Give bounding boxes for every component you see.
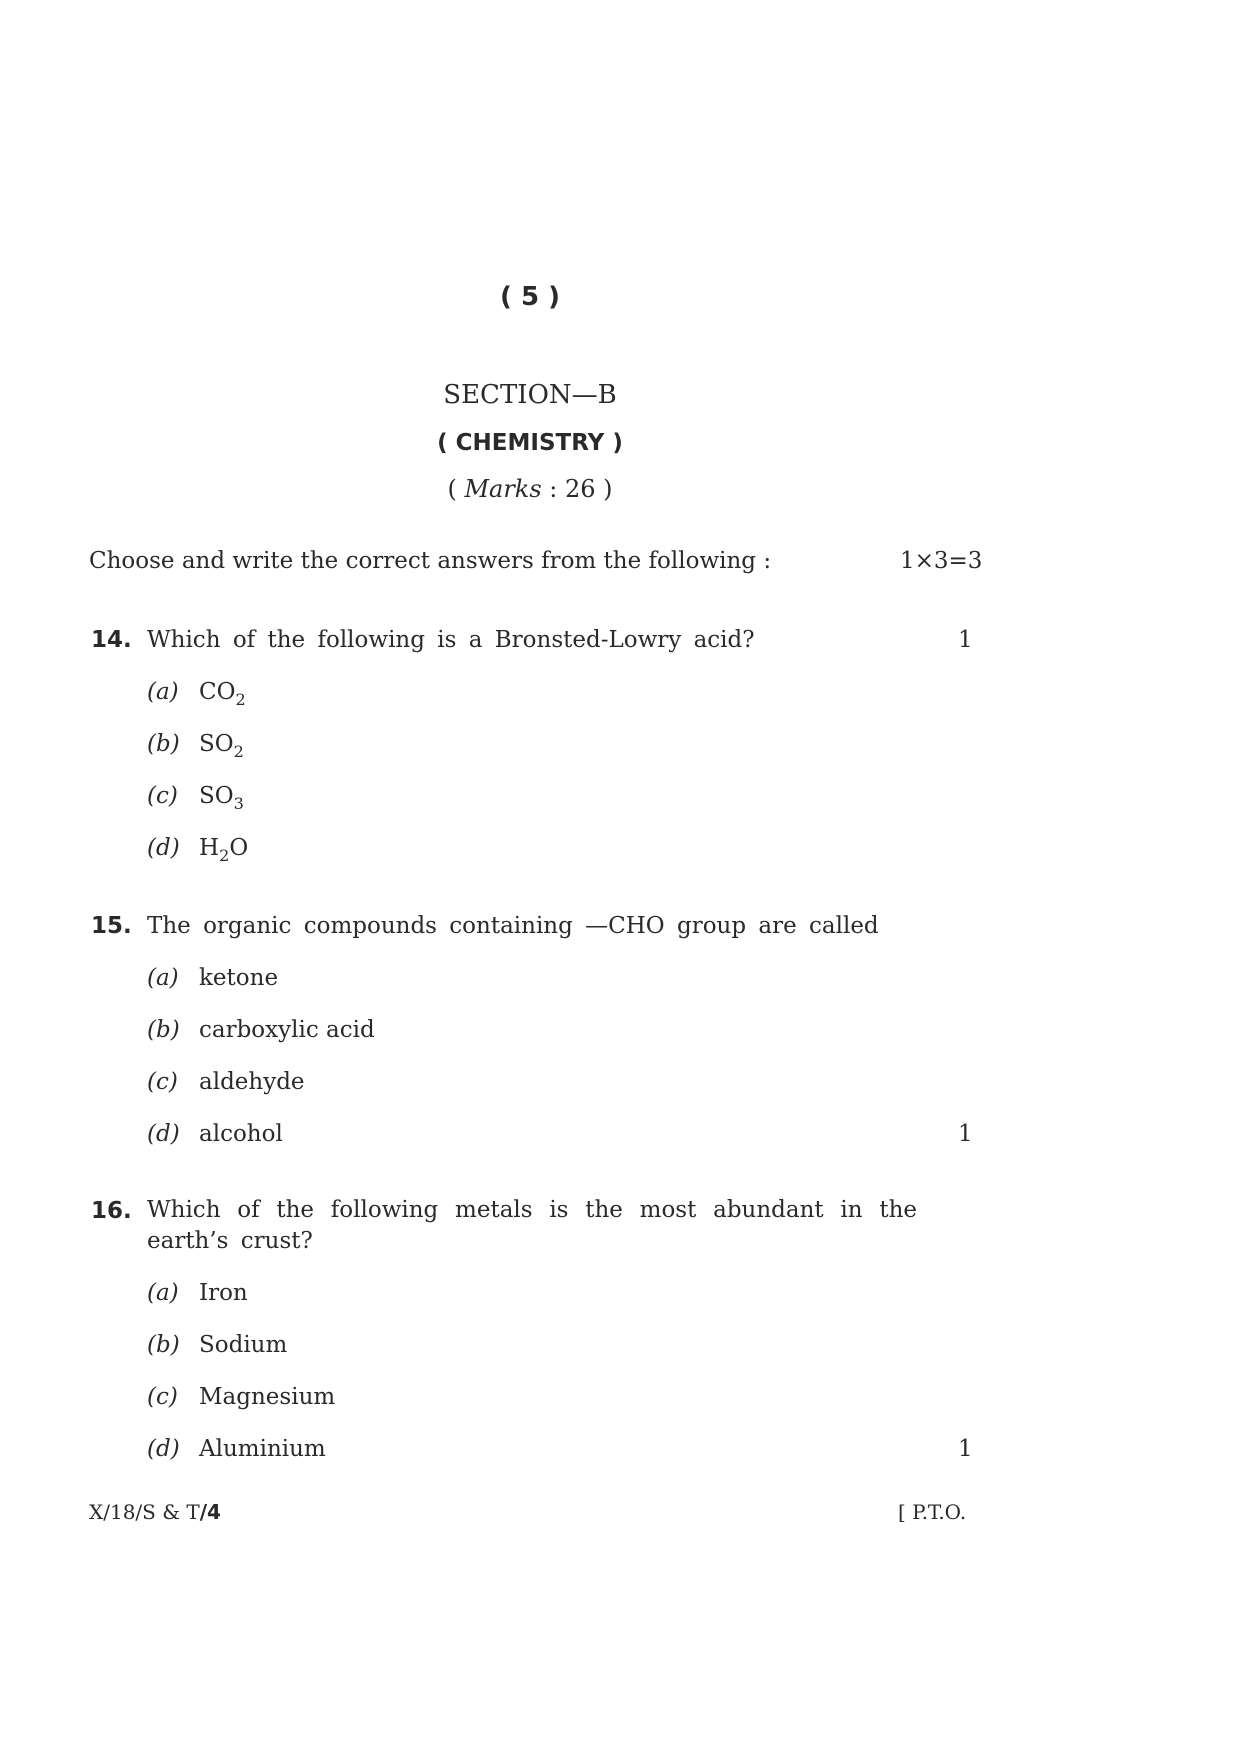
question-16-marks: 1 [958,1436,973,1462]
question-15-number: 15. [91,913,132,939]
formula-base: SO [199,731,234,757]
question-14-marks: 1 [958,627,973,653]
option-text [199,731,244,761]
option-label: (d) [147,1436,180,1462]
section-marks [0,475,1060,503]
option-label: (b) [147,1332,180,1358]
option-text: aldehyde [199,1069,305,1095]
question-16-number: 16. [91,1198,132,1224]
option-text: Aluminium [199,1436,326,1462]
option-label: (c) [147,783,178,809]
paper-code [89,1500,221,1524]
question-14-number: 14. [91,627,132,653]
instruction-text: Choose and write the correct answers from the following : [89,548,772,574]
formula-base: H [199,835,220,861]
question-15-text: The organic compounds containing —CHO group are called [147,913,879,939]
question-16-text: Which of the following metals is the most abundant in the earth’s crust? [147,1197,917,1254]
option-label: (d) [147,835,180,861]
section-title: SECTION—B [443,380,617,410]
formula-tail: O [229,835,249,861]
option-text: carboxylic acid [199,1017,375,1043]
option-text: alcohol [199,1121,283,1147]
option-text: Iron [199,1280,248,1306]
formula-subscript: 2 [233,742,244,761]
question-15-marks: 1 [958,1121,973,1147]
option-label: (b) [147,731,180,757]
page-number: ( 5 ) [500,282,560,312]
please-turn-over: [ P.T.O. [898,1500,967,1524]
option-text [199,679,246,709]
option-label: (b) [147,1017,180,1043]
option-text: Magnesium [199,1384,336,1410]
subject-title: ( CHEMISTRY ) [437,430,623,456]
option-label: (a) [147,679,179,705]
question-14-text: Which of the following is a Bronsted-Lowry acid? [147,627,755,653]
option-text: Sodium [199,1332,288,1358]
option-text: ketone [199,965,279,991]
option-text [199,783,244,813]
option-label: (a) [147,965,179,991]
marks-word: Marks [464,475,542,503]
marks-rest: : 26 ) [541,475,613,503]
option-label: (c) [147,1069,178,1095]
paper-code-text: X/18/S & T [89,1500,200,1524]
formula-base: SO [199,783,234,809]
formula-subscript: 2 [219,846,230,865]
option-text [199,835,248,865]
marks-open: ( [447,475,465,503]
formula-subscript: 3 [233,794,244,813]
instruction-marks: 1×3=3 [900,548,983,574]
paper-code-page: /4 [199,1500,221,1524]
option-label: (c) [147,1384,178,1410]
option-label: (d) [147,1121,180,1147]
formula-base: CO [199,679,236,705]
formula-subscript: 2 [235,690,246,709]
option-label: (a) [147,1280,179,1306]
